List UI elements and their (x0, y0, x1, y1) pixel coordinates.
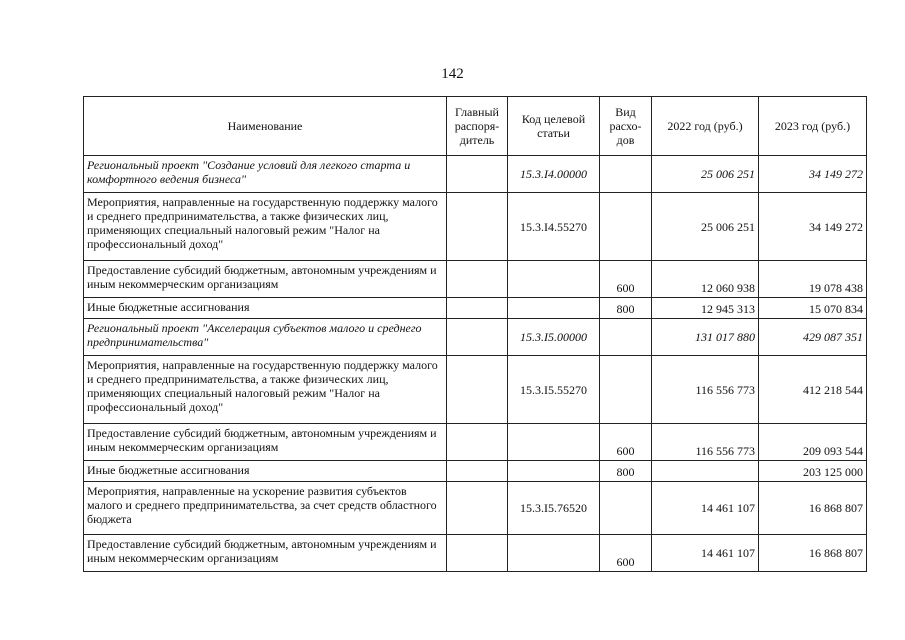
row-name: Региональный проект "Создание условий для легкого старта и комфортного ведения бизнеса" (84, 156, 447, 193)
row-2023: 34 149 272 (759, 193, 867, 261)
header-2023: 2023 год (руб.) (759, 97, 867, 156)
table-row (84, 482, 867, 535)
row-2023: 16 868 807 (759, 482, 867, 535)
row-2022: 116 556 773 (652, 356, 759, 424)
row-2022 (652, 461, 759, 482)
table-row (84, 193, 867, 261)
table-row (84, 356, 867, 424)
table-row (84, 461, 867, 482)
row-name: Мероприятия, направленные на государственную поддержку малого и среднего предпринимательства, а также физических лиц, применяющих специальный налоговый режим "Налог на профессиональный доход" (84, 356, 447, 424)
row-kind (600, 482, 652, 535)
row-2023: 19 078 438 (759, 261, 867, 298)
row-admin (447, 156, 508, 193)
row-2022: 25 006 251 (652, 156, 759, 193)
row-name: Предоставление субсидий бюджетным, автономным учреждениям и иным некоммерческим организациям (84, 261, 447, 298)
row-kind: 600 (600, 535, 652, 572)
row-2023: 203 125 000 (759, 461, 867, 482)
row-kind (600, 319, 652, 356)
table-row (84, 424, 867, 461)
row-kind (600, 193, 652, 261)
row-admin (447, 319, 508, 356)
row-admin (447, 482, 508, 535)
table-row (84, 535, 867, 572)
row-admin (447, 424, 508, 461)
row-kind (600, 156, 652, 193)
table-row (84, 156, 867, 193)
row-code (508, 535, 600, 572)
budget-table (83, 96, 867, 572)
row-name: Региональный проект "Акселерация субъектов малого и среднего предпринимательства" (84, 319, 447, 356)
row-admin (447, 261, 508, 298)
row-name: Предоставление субсидий бюджетным, автономным учреждениям и иным некоммерческим организациям (84, 535, 447, 572)
table-row (84, 319, 867, 356)
row-code: 15.3.I5.76520 (508, 482, 600, 535)
row-2023: 34 149 272 (759, 156, 867, 193)
row-2022: 12 945 313 (652, 298, 759, 319)
row-code (508, 461, 600, 482)
row-code (508, 261, 600, 298)
row-name: Иные бюджетные ассигнования (84, 461, 447, 482)
row-code: 15.3.I5.00000 (508, 319, 600, 356)
row-kind: 600 (600, 261, 652, 298)
table-header-row (84, 97, 867, 156)
row-2022: 14 461 107 (652, 482, 759, 535)
row-code (508, 424, 600, 461)
header-administrator: Главный распоря-дитель (447, 97, 508, 156)
row-name: Иные бюджетные ассигнования (84, 298, 447, 319)
row-2023: 15 070 834 (759, 298, 867, 319)
row-code: 15.3.I4.55270 (508, 193, 600, 261)
table-row (84, 298, 867, 319)
row-2022: 25 006 251 (652, 193, 759, 261)
row-admin (447, 356, 508, 424)
row-kind (600, 356, 652, 424)
header-name: Наименование (84, 97, 447, 156)
row-2022: 116 556 773 (652, 424, 759, 461)
header-kind: Вид расхо-дов (600, 97, 652, 156)
row-2023: 412 218 544 (759, 356, 867, 424)
row-admin (447, 535, 508, 572)
row-name: Предоставление субсидий бюджетным, автономным учреждениям и иным некоммерческим организациям (84, 424, 447, 461)
row-admin (447, 298, 508, 319)
row-2022: 12 060 938 (652, 261, 759, 298)
row-kind: 600 (600, 424, 652, 461)
row-code: 15.3.I5.55270 (508, 356, 600, 424)
row-2023: 16 868 807 (759, 535, 867, 572)
row-name: Мероприятия, направленные на ускорение развития субъектов малого и среднего предпринимательства, за счет средств областного бюджета (84, 482, 447, 535)
row-code (508, 298, 600, 319)
row-kind: 800 (600, 298, 652, 319)
header-code: Код целевой статьи (508, 97, 600, 156)
row-name: Мероприятия, направленные на государственную поддержку малого и среднего предпринимательства, а также физических лиц, применяющих специальный налоговый режим "Налог на профессиональный доход" (84, 193, 447, 261)
row-code: 15.3.I4.00000 (508, 156, 600, 193)
row-kind: 800 (600, 461, 652, 482)
row-2022: 131 017 880 (652, 319, 759, 356)
row-admin (447, 461, 508, 482)
row-2023: 429 087 351 (759, 319, 867, 356)
row-2022: 14 461 107 (652, 535, 759, 572)
row-2023: 209 093 544 (759, 424, 867, 461)
row-admin (447, 193, 508, 261)
page-number: 142 (441, 66, 464, 82)
header-2022: 2022 год (руб.) (652, 97, 759, 156)
table-row (84, 261, 867, 298)
